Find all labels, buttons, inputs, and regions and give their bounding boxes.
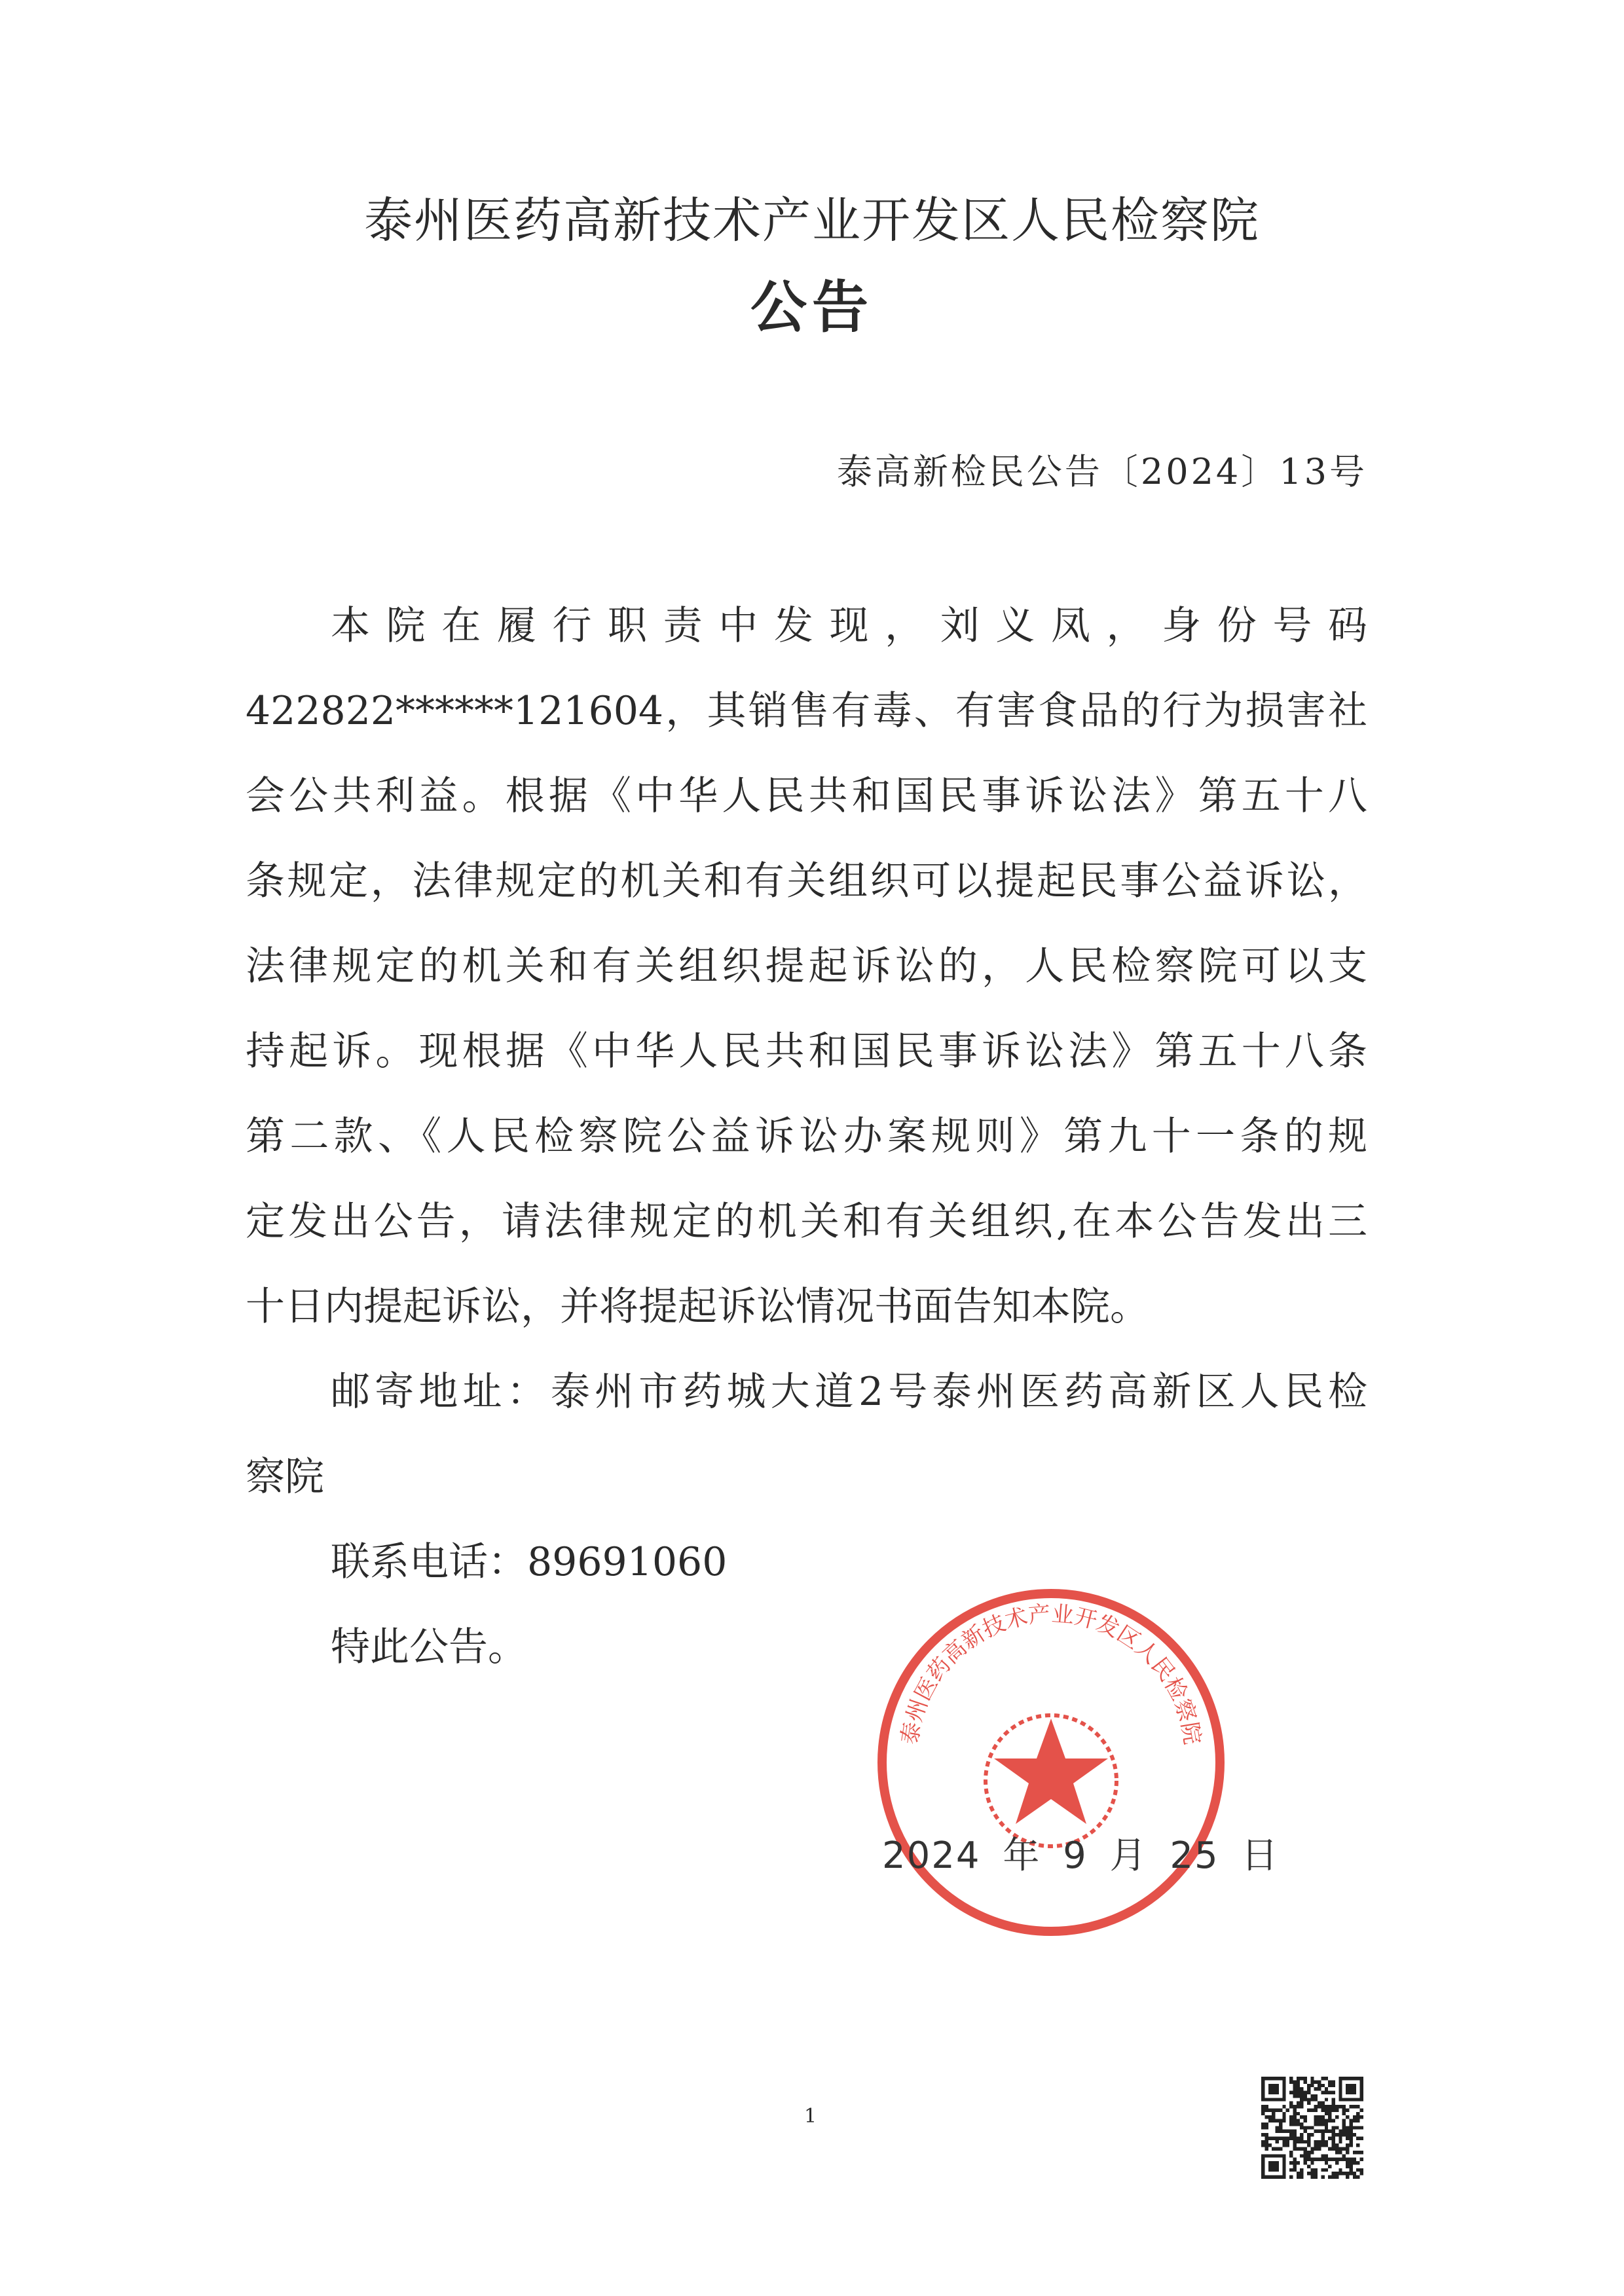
seal-text: 泰州医药高新技术产业开发区人民检察院: [896, 1601, 1206, 1747]
official-seal: [871, 1584, 1231, 1944]
body-line: 会公共利益。根据《中华人民共和国民事诉讼法》第五十八: [246, 773, 1367, 819]
body-line: 定发出公告，请法律规定的机关和有关组织,在本公告发出三: [246, 1199, 1367, 1245]
announcement-body: [246, 583, 1367, 1690]
body-line: 本院在履行职责中发现，刘义凤，身份号码: [331, 603, 1367, 649]
body-line: 十日内提起诉讼，并将提起诉讼情况书面告知本院。: [246, 1284, 1149, 1330]
body-line: 持起诉。现根据《中华人民共和国民事诉讼法》第五十八条: [246, 1029, 1367, 1074]
mailing-address-cont: 察院: [246, 1454, 324, 1500]
closing-statement: 特此公告。: [331, 1624, 527, 1670]
contact-phone: 联系电话：89691060: [331, 1539, 728, 1585]
document-number: 泰高新检民公告〔2024〕13号: [836, 451, 1367, 492]
qr-code-icon: [1261, 2077, 1363, 2179]
document-title: 公告: [750, 274, 874, 340]
body-line: 422822******121604，其销售有毒、有害食品的行为损害社: [246, 688, 1367, 734]
body-line: 法律规定的机关和有关组织提起诉讼的，人民检察院可以支: [246, 943, 1367, 989]
page-number: 1: [804, 2105, 817, 2128]
seal-star-icon: [994, 1719, 1108, 1824]
body-line: 第二款、《人民检察院公益诉讼办案规则》第九十一条的规: [246, 1114, 1367, 1159]
mailing-address: 邮寄地址：泰州市药城大道2号泰州医药高新区人民检: [331, 1369, 1367, 1415]
body-line: 条规定，法律规定的机关和有关组织可以提起民事公益诉讼，: [246, 858, 1367, 904]
announcement-date: 2024 年 9 月 25 日: [882, 1834, 1280, 1877]
organization-title: 泰州医药高新技术产业开发区人民检察院: [364, 192, 1260, 249]
